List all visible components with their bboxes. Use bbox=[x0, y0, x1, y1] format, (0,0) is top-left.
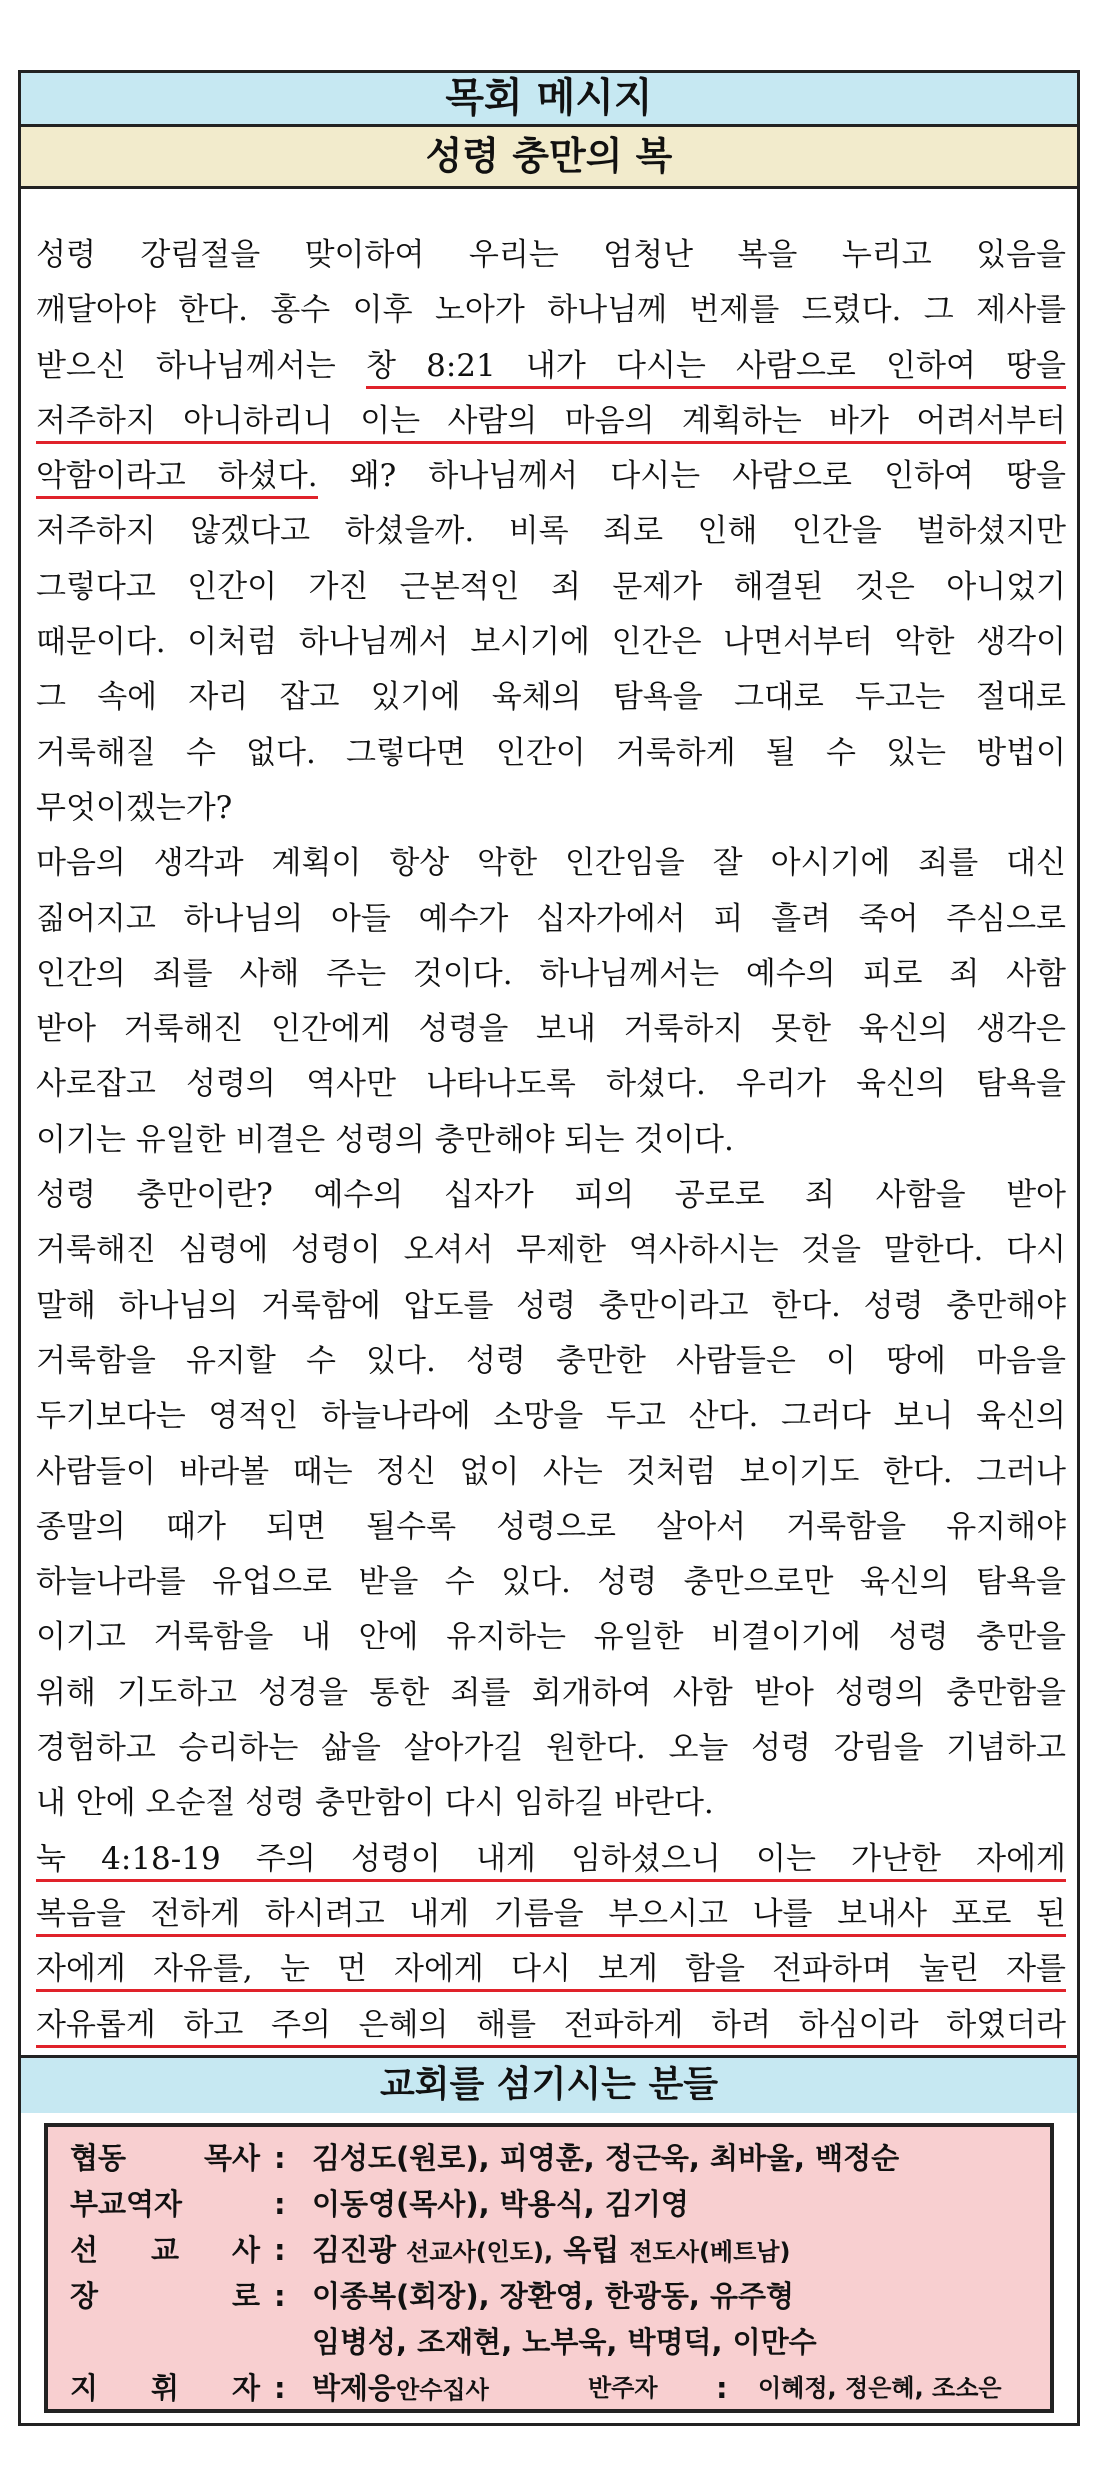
body-text-span: 거룩해질 수 없다. 그렇다면 인간이 거룩하게 될 수 있는 방법이 bbox=[36, 734, 1066, 771]
body-line bbox=[36, 1223, 1066, 1278]
underlined-scripture: 창 8:21 내가 다시는 사람으로 인하여 땅을 bbox=[366, 348, 1066, 389]
staff-role: 부교역자 bbox=[70, 2187, 183, 2221]
staff-colon: : bbox=[274, 2279, 286, 2313]
accompanist-role: 반주자 bbox=[588, 2374, 658, 2402]
body-line bbox=[36, 726, 1066, 781]
body-text-span: 말해 하나님의 거룩함에 압도를 성령 충만이라고 한다. 성령 충만해야 bbox=[36, 1287, 1066, 1324]
body-text-span: 하늘나라를 유업으로 받을 수 있다. 성령 충만으로만 육신의 탐욕을 bbox=[36, 1564, 1066, 1601]
body-line bbox=[36, 1389, 1066, 1444]
body-text-span: 사람들이 바라볼 때는 정신 없이 사는 것처럼 보이기도 한다. 그러나 bbox=[36, 1453, 1066, 1490]
body-line bbox=[36, 1887, 1066, 1942]
accompanist-names: 이혜정, 정은혜, 조소은 bbox=[758, 2374, 1002, 2402]
body-text-span: 내 안에 오순절 성령 충만함이 다시 임하길 바란다. bbox=[36, 1785, 714, 1822]
body-line bbox=[36, 1168, 1066, 1223]
underlined-scripture: 자유롭게 하고 주의 은혜의 해를 전파하게 하려 하심이라 하였더라 bbox=[36, 2007, 1066, 2048]
missionary-title: 전도사(베트남) bbox=[629, 2238, 791, 2266]
body-line bbox=[36, 1666, 1066, 1721]
accompanist-colon: : bbox=[716, 2371, 728, 2405]
body-line bbox=[36, 339, 1066, 394]
body-text-span: 종말의 때가 되면 될수록 성령으로 살아서 거룩함을 유지해야 bbox=[36, 1508, 1066, 1545]
body-text-span: 받으신 하나님께서는 bbox=[36, 347, 366, 384]
body-text-span: 마음의 생각과 계획이 항상 악한 인간임을 잘 아시기에 죄를 대신 bbox=[36, 845, 1066, 882]
body-line bbox=[36, 947, 1066, 1002]
conductor-name: 박제응 bbox=[312, 2371, 397, 2405]
body-line bbox=[36, 228, 1066, 283]
staff-names: 이동영(목사), 박용식, 김기영 bbox=[312, 2187, 689, 2221]
staff-box bbox=[44, 2123, 1054, 2413]
staff-role: 선 교 사 bbox=[70, 2233, 260, 2267]
staff-names: 임병성, 조재현, 노부욱, 박명덕, 이만수 bbox=[312, 2325, 817, 2359]
body-text-span: 저주하지 않겠다고 하셨을까. 비록 죄로 인해 인간을 벌하셨지만 bbox=[36, 513, 1066, 550]
body-line bbox=[36, 1057, 1066, 1112]
body-text-span: 성령 충만이란? 예수의 십자가 피의 공로로 죄 사함을 받아 bbox=[36, 1177, 1066, 1214]
underlined-scripture: 눅 4:18-19 주의 성령이 내게 임하셨으니 이는 가난한 자에게 bbox=[36, 1841, 1066, 1882]
body-line bbox=[36, 1610, 1066, 1665]
body-line bbox=[36, 1555, 1066, 1610]
staff-role: 지 휘 자 bbox=[70, 2371, 260, 2405]
missionary-title: 선교사(인도), bbox=[406, 2238, 554, 2266]
body-line bbox=[36, 781, 1066, 836]
staff-colon: : bbox=[274, 2233, 286, 2267]
underlined-scripture: 저주하지 아니하리니 이는 사람의 마음의 계획하는 바가 어려서부터 bbox=[36, 403, 1066, 444]
body-line bbox=[36, 1334, 1066, 1389]
body-line bbox=[36, 892, 1066, 947]
staff-colon: : bbox=[274, 2187, 286, 2221]
body-line bbox=[36, 560, 1066, 615]
body-line bbox=[36, 1279, 1066, 1334]
body-line bbox=[36, 1445, 1066, 1500]
body-text-span: 깨달아야 한다. 홍수 이후 노아가 하나님께 번제를 드렸다. 그 제사를 bbox=[36, 292, 1066, 329]
underlined-scripture: 복음을 전하게 하시려고 내게 기름을 부으시고 나를 보내사 포로 된 bbox=[36, 1896, 1066, 1937]
body-line bbox=[36, 670, 1066, 725]
body-line bbox=[36, 615, 1066, 670]
body-text-span: 성령 강림절을 맞이하여 우리는 엄청난 복을 누리고 있음을 bbox=[36, 237, 1066, 273]
body-text-span: 사로잡고 성령의 역사만 나타나도록 하셨다. 우리가 육신의 탐욕을 bbox=[36, 1066, 1066, 1103]
body-line bbox=[36, 1832, 1066, 1887]
conductor-title: 안수집사 bbox=[396, 2376, 489, 2404]
staff-role: 장 로 bbox=[70, 2279, 260, 2313]
body-text-span: 경험하고 승리하는 삶을 살아가길 원한다. 오늘 성령 강림을 기념하고 bbox=[36, 1730, 1066, 1767]
body-text-span: 그렇다고 인간이 가진 근본적인 죄 문제가 해결된 것은 아니었기 bbox=[36, 568, 1066, 605]
body-line bbox=[36, 1776, 1066, 1831]
body-text-span: 왜? 하나님께서 다시는 사람으로 인하여 땅을 bbox=[317, 458, 1066, 495]
body-line bbox=[36, 504, 1066, 559]
body-text-span: 받아 거룩해진 인간에게 성령을 보내 거룩하지 못한 육신의 생각은 bbox=[36, 1011, 1066, 1048]
body-text-span: 짊어지고 하나님의 아들 예수가 십자가에서 피 흘려 죽어 주심으로 bbox=[36, 900, 1066, 937]
underlined-scripture: 악함이라고 하셨다. bbox=[36, 458, 318, 499]
body-text-span: 거룩함을 유지할 수 있다. 성령 충만한 사람들은 이 땅에 마음을 bbox=[36, 1342, 1066, 1379]
page-title: 목회 메시지 bbox=[18, 70, 1080, 127]
body-text-span: 무엇이겠는가? bbox=[36, 789, 233, 826]
body-text-span: 인간의 죄를 사해 주는 것이다. 하나님께서는 예수의 피로 죄 사함 bbox=[36, 955, 1066, 992]
body-line bbox=[36, 283, 1066, 338]
sermon-body bbox=[36, 228, 1066, 2053]
missionary-name: 김진광 bbox=[312, 2233, 397, 2267]
staff-section-title: 교회를 섬기시는 분들 bbox=[21, 2055, 1077, 2113]
body-line bbox=[36, 1998, 1066, 2053]
staff-colon: : bbox=[274, 2141, 286, 2175]
body-text-span: 두기보다는 영적인 하늘나라에 소망을 두고 산다. 그러다 보니 육신의 bbox=[36, 1398, 1066, 1435]
staff-names bbox=[312, 2365, 489, 2413]
body-line bbox=[36, 1500, 1066, 1555]
body-line bbox=[36, 449, 1066, 504]
body-line bbox=[36, 1002, 1066, 1057]
staff-names: 이종복(회장), 장환영, 한광동, 유주형 bbox=[312, 2279, 795, 2313]
sermon-title: 성령 충만의 복 bbox=[21, 127, 1077, 189]
staff-colon: : bbox=[274, 2371, 286, 2405]
body-line bbox=[36, 1113, 1066, 1168]
body-text-span: 이기는 유일한 비결은 성령의 충만해야 되는 것이다. bbox=[36, 1121, 734, 1158]
staff-role: 협동 목사 bbox=[70, 2141, 260, 2175]
underlined-scripture: 자에게 자유를, 눈 먼 자에게 다시 보게 함을 전파하며 눌린 자를 bbox=[36, 1951, 1066, 1992]
body-text-span: 이기고 거룩함을 내 안에 유지하는 유일한 비결이기에 성령 충만을 bbox=[36, 1619, 1066, 1656]
body-line bbox=[36, 836, 1066, 891]
body-text-span: 때문이다. 이처럼 하나님께서 보시기에 인간은 나면서부터 악한 생각이 bbox=[36, 624, 1066, 661]
staff-names bbox=[312, 2227, 790, 2275]
missionary-name: 옥립 bbox=[563, 2233, 620, 2267]
body-line bbox=[36, 394, 1066, 449]
body-line bbox=[36, 1942, 1066, 1997]
body-line bbox=[36, 1721, 1066, 1776]
body-text-span: 위해 기도하고 성경을 통한 죄를 회개하여 사함 받아 성령의 충만함을 bbox=[36, 1674, 1066, 1711]
staff-names: 김성도(원로), 피영훈, 정근욱, 최바울, 백정순 bbox=[312, 2141, 900, 2175]
body-text-span: 그 속에 자리 잡고 있기에 육체의 탐욕을 그대로 두고는 절대로 bbox=[36, 679, 1066, 716]
body-text-span: 거룩해진 심령에 성령이 오셔서 무제한 역사하시는 것을 말한다. 다시 bbox=[36, 1232, 1066, 1269]
